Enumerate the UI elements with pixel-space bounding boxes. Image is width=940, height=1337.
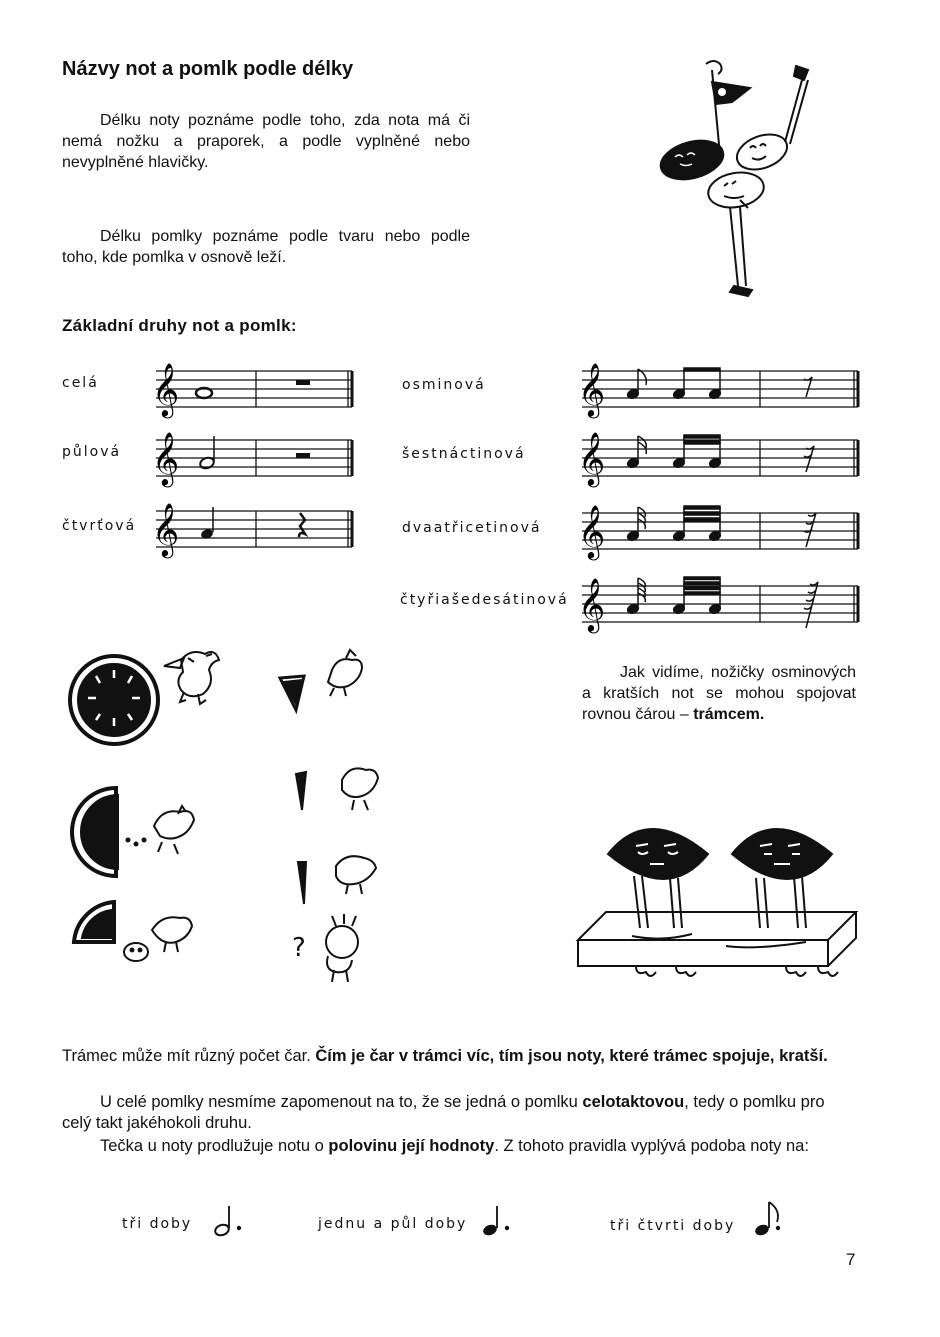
label-sixteenth: šestnáctinová	[402, 446, 526, 462]
dotted-half-note-icon	[210, 1202, 250, 1242]
rule-3-plain-a: Tečka u noty prodlužuje notu o	[100, 1137, 329, 1155]
rule-paragraph-3	[62, 1136, 858, 1157]
intro-paragraph-1	[62, 110, 470, 173]
staff-eighth	[578, 362, 863, 416]
notes-on-beam-illustration	[576, 816, 856, 996]
dancing-notes-illustration	[640, 60, 860, 300]
svg-text:?: ?	[292, 933, 306, 963]
rule-paragraph-2	[62, 1092, 858, 1134]
beam-paragraph	[582, 662, 856, 725]
label-thirtysecond: dvaatřicetinová	[402, 520, 542, 536]
quarter-rest-icon	[299, 513, 305, 537]
label-whole: celá	[62, 375, 99, 391]
rule-2-plain-a: U celé pomlky nesmíme zapomenout na to, že se jedná o pomlku	[100, 1093, 583, 1111]
page-title: Názvy not a pomlk podle délky	[62, 58, 354, 80]
section-subtitle: Základní druhy not a pomlk:	[62, 316, 297, 335]
label-quarter: čtvrťová	[62, 518, 137, 534]
rule-3-bold: polovinu její hodnoty	[328, 1137, 495, 1155]
beam-paragraph-bold: trámcem.	[693, 706, 765, 723]
label-half: půlová	[62, 444, 122, 460]
label-sixtyfourth: čtyřiašedesátinová	[400, 592, 569, 608]
sixtyfourth-rest-icon	[804, 582, 818, 628]
dotted-eighth-label: tři čtvrti doby	[610, 1218, 736, 1234]
rule-2-plain-b: , tedy o pomlku pro celý takt jakéhokoli druhu.	[62, 1093, 825, 1132]
dotted-quarter-label: jednu a půl doby	[318, 1216, 468, 1232]
intro-paragraph-2	[62, 226, 470, 268]
intro-paragraph-1-text: Délku noty poznáme podle toho, zda nota má či nemá nožku a praporek, a podle vyplněné nebo nevyplněné hlavičky.	[62, 112, 470, 171]
rule-1-plain: Trámec může mít různý počet čar.	[62, 1047, 316, 1065]
rule-paragraph-1	[62, 1046, 858, 1067]
treble-clef-icon: 𝄞	[578, 431, 606, 485]
treble-clef-icon: 𝄞	[152, 502, 180, 556]
dotted-eighth-note-icon	[752, 1198, 792, 1242]
staff-half	[152, 431, 357, 485]
intro-paragraph-2-text: Délku pomlky poznáme podle tvaru nebo podle toho, kde pomlka v osnově leží.	[62, 228, 470, 266]
label-eighth: osminová	[402, 377, 486, 393]
rule-1-bold: Čím je čar v trámci víc, tím jsou noty, které trámec spojuje, kratší.	[315, 1047, 828, 1065]
treble-clef-icon: 𝄞	[578, 504, 606, 558]
beam-paragraph-text: Jak vidíme, nožičky osminových a kratších not se mohou spojovat rovnou čárou –	[582, 664, 856, 723]
dotted-quarter-note-icon	[478, 1202, 518, 1242]
dotted-half-label: tři doby	[122, 1216, 193, 1232]
treble-clef-icon: 𝄞	[578, 577, 606, 631]
birds-fractions-illustration	[66, 630, 406, 990]
eighth-rest-icon	[804, 377, 812, 397]
rule-2-bold: celotaktovou	[582, 1093, 685, 1111]
treble-clef-icon: 𝄞	[152, 431, 180, 485]
sixteenth-rest-icon	[804, 446, 814, 472]
treble-clef-icon: 𝄞	[152, 362, 180, 416]
staff-sixtyfourth	[578, 578, 863, 634]
staff-thirtysecond	[578, 504, 863, 558]
thirtysecond-rest-icon	[804, 513, 816, 547]
staff-whole	[152, 362, 357, 416]
treble-clef-icon: 𝄞	[578, 362, 606, 416]
page-number: 7	[846, 1250, 856, 1269]
whole-rest-icon	[296, 380, 310, 385]
staff-sixteenth	[578, 431, 863, 485]
half-rest-icon	[296, 453, 310, 458]
rule-3-plain-b: . Z tohoto pravidla vyplývá podoba noty na:	[494, 1137, 809, 1155]
staff-quarter	[152, 502, 357, 556]
